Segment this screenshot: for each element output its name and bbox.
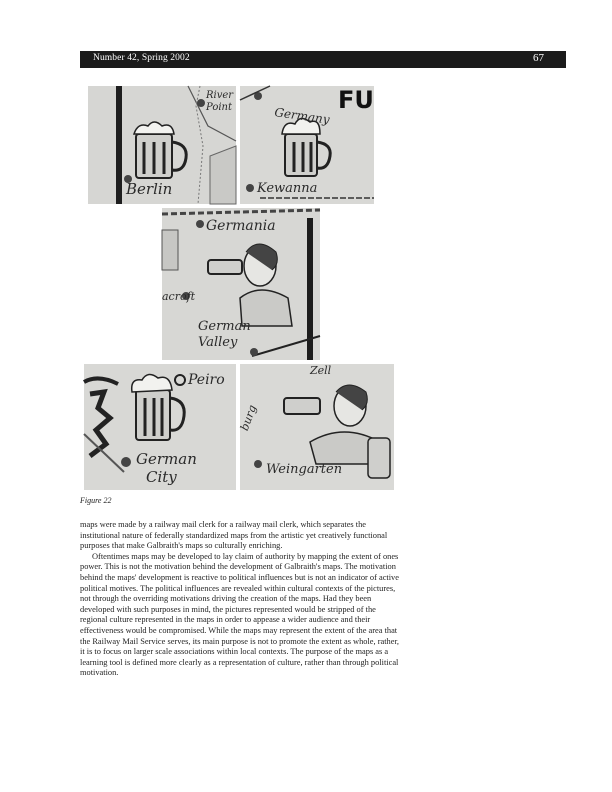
germany-label: Germany [273, 105, 331, 127]
german-label-1: German [198, 319, 251, 334]
weingarten-map-illustration [237, 364, 394, 490]
figure-panel-kewanna [240, 86, 374, 204]
peiro-map-illustration [84, 364, 236, 490]
figure-caption: Figure 22 [80, 496, 112, 505]
figure-panel-peiro [84, 364, 236, 490]
paragraph: Oftentimes maps may be developed to lay claim of authority by mapping the extent of ones power. This is not the motivation behind the development of Galbraith's maps. The motivation behind the maps' development is reactive to political influences but is not an indicator of active political motives. The political influences are revealed within cultural contexts of the pictures, not through the overriding motivations driving the creation of the maps. Had they been developed with such purposes in mind, the pictures represented would be stripped of the regional culture represented in the maps in order to appease a wider audience and their effectiveness would be compromised. While the maps may represent the extent of the area that the Railway Mail Service serves, its main purpose is not to promote the extent as whole, rather, it is to focus on larger scale associations within local contexts. The purpose of the maps as a learning tool is defined more clearly as a representation of culture, rather than through political motivation. [80, 551, 399, 678]
zell-label: Zell [310, 364, 332, 377]
point-label: Point [206, 102, 233, 113]
issue-label: Number 42, Spring 2002 [93, 53, 190, 63]
figure-panel-berlin [88, 86, 236, 204]
kewanna-map-illustration [240, 86, 374, 204]
berlin-label: Berlin [126, 180, 173, 198]
burg-label: burg [237, 403, 260, 433]
running-header [80, 51, 566, 68]
berlin-map-illustration [88, 86, 236, 204]
river-label: River [206, 90, 234, 101]
kewanna-label: Kewanna [257, 181, 318, 196]
fu-label: FU [338, 86, 374, 114]
valley-label: Valley [198, 335, 238, 350]
germania-label: Germania [206, 218, 276, 234]
german-label-2: German [136, 450, 197, 468]
weingarten-label: Weingarten [266, 462, 343, 477]
article-body [80, 520, 400, 679]
acroft-label: acroft [162, 290, 196, 303]
germania-map-illustration [162, 208, 320, 360]
paragraph: maps were made by a railway mail clerk for a railway mail clerk, which separates the institutional nature of federally standardized maps from the artistic yet creatively functional purposes that make Galbraith's maps so culturally enriching. [80, 520, 388, 551]
city-label: City [146, 468, 177, 486]
figure-panel-germania [162, 208, 320, 360]
figure-panel-weingarten [237, 364, 394, 490]
peiro-label: Peiro [188, 372, 225, 388]
page-number: 67 [533, 52, 544, 64]
